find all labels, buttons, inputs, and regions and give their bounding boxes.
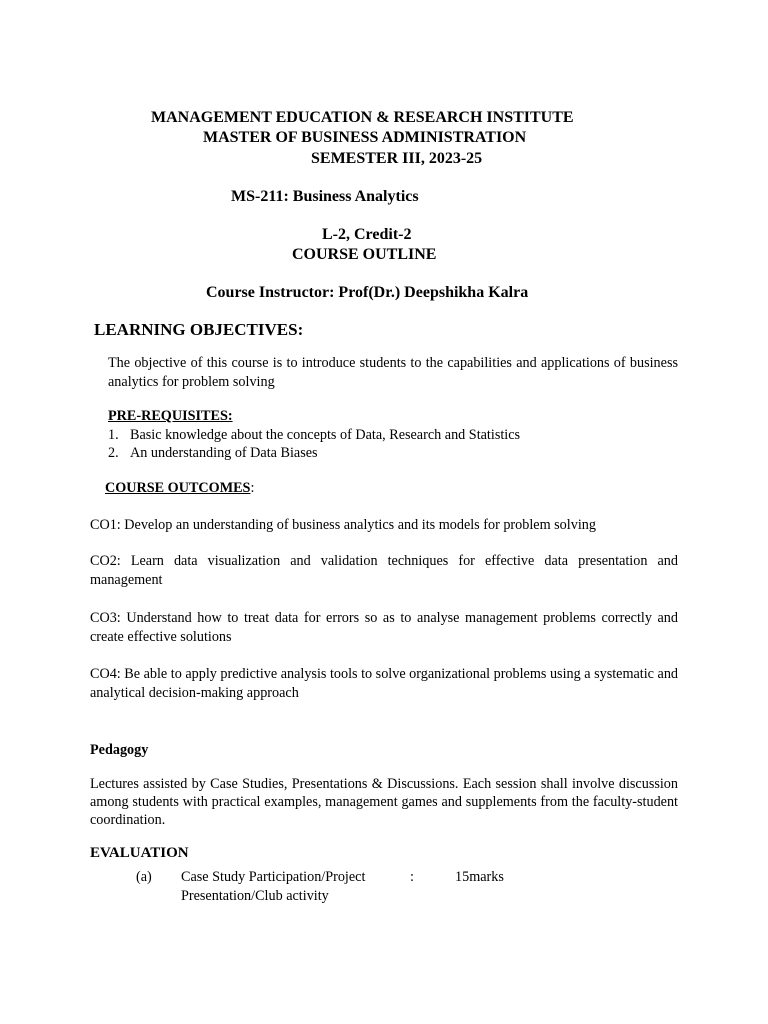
course-outcomes-heading <box>105 480 254 497</box>
course-code-title: MS-211: Business Analytics <box>231 188 419 205</box>
course-outcomes-heading-text: COURSE OUTCOMES <box>105 480 251 496</box>
credits-line: L-2, Credit-2 <box>322 226 412 243</box>
course-outline-title: COURSE OUTLINE <box>292 246 437 263</box>
course-outcome-co1: CO1: Develop an understanding of business analytics and its models for problem solving <box>90 517 596 533</box>
prerequisite-number: 1. <box>108 427 119 443</box>
prerequisite-text: An understanding of Data Biases <box>130 445 318 461</box>
instructor-line: Course Instructor: Prof(Dr.) Deepshikha Kalra <box>206 284 529 301</box>
course-outcomes-colon: : <box>250 480 255 496</box>
evaluation-row-item-line2: Presentation/Club activity <box>181 888 329 904</box>
semester-title: SEMESTER III, 2023-25 <box>311 150 483 167</box>
pedagogy-text: Lectures assisted by Case Studies, Presentations & Discussions. Each session shall involve discussion among students with practical examples, management games and supplements from the faculty-student coordination. <box>90 776 678 828</box>
evaluation-row-label: (a) <box>136 869 152 885</box>
prerequisite-text: Basic knowledge about the concepts of Data, Research and Statistics <box>130 427 521 443</box>
prerequisite-item <box>108 445 318 462</box>
evaluation-row-marks: 15marks <box>455 869 504 885</box>
prerequisite-item <box>108 427 520 444</box>
institute-title: MANAGEMENT EDUCATION & RESEARCH INSTITUTE <box>151 109 574 126</box>
course-outcome-co3: CO3: Understand how to treat data for errors so as to analyse management problems correctly and create effective solutions <box>90 610 678 645</box>
evaluation-heading: EVALUATION <box>90 845 189 861</box>
prerequisite-number: 2. <box>108 445 119 461</box>
pedagogy-heading: Pedagogy <box>90 742 149 758</box>
learning-objectives-heading: LEARNING OBJECTIVES: <box>94 320 304 339</box>
evaluation-row-separator: : <box>410 869 414 885</box>
course-outcome-co4: CO4: Be able to apply predictive analysis tools to solve organizational problems using a systematic and analytical decision-making approach <box>90 666 679 701</box>
prerequisites-heading: PRE-REQUISITES: <box>108 408 233 424</box>
learning-objectives-text: The objective of this course is to introduce students to the capabilities and applications of business analytics for problem solving <box>108 355 678 390</box>
program-title: MASTER OF BUSINESS ADMINISTRATION <box>203 129 527 146</box>
course-outcome-co2: CO2: Learn data visualization and validation techniques for effective data presentation and management <box>90 553 678 588</box>
evaluation-row-item-line1: Case Study Participation/Project <box>181 869 366 885</box>
